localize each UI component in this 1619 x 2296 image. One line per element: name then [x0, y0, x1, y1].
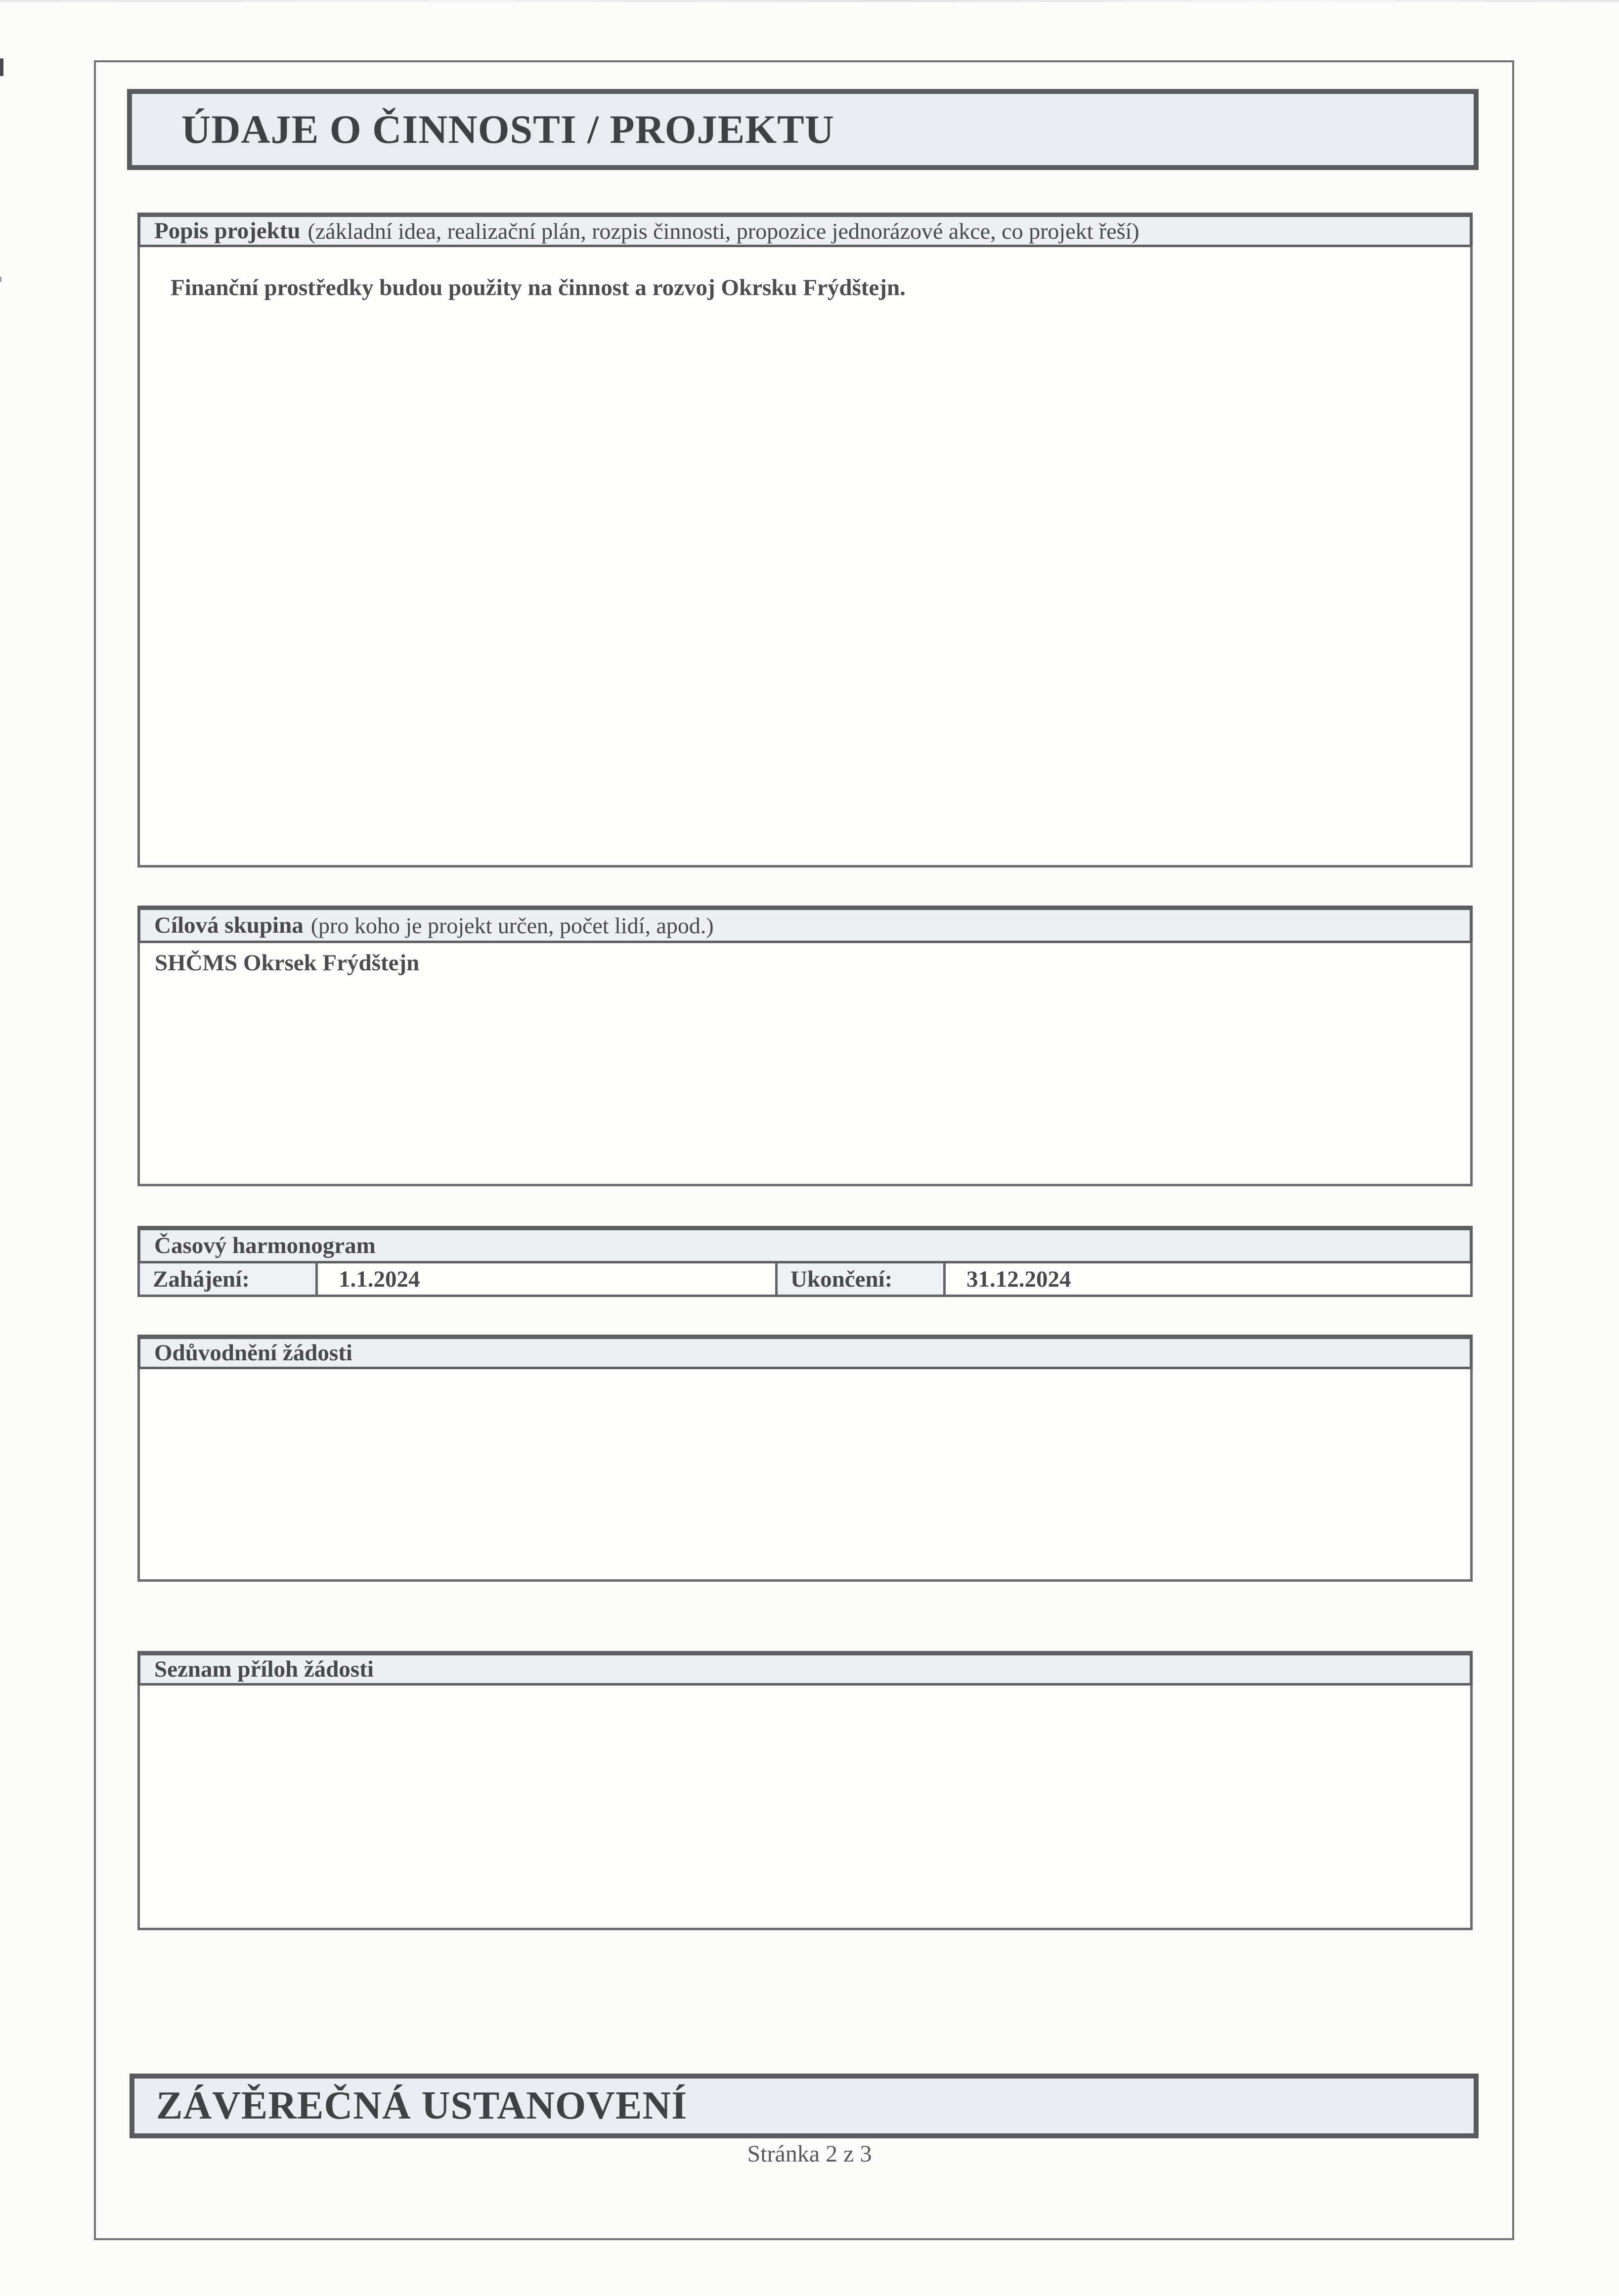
section-seznam-priloh: [137, 1651, 1473, 1930]
casovy-harmonogram-table-row: [137, 1263, 1473, 1297]
section-popis-projektu: [137, 213, 1473, 867]
popis-projektu-note: (základní idea, realizační plán, rozpis činnosti, propozice jednorázové akce, co projekt řeší): [307, 218, 1139, 244]
section-header-zaverecna-ustanoveni: [130, 2074, 1479, 2138]
zahajeni-label: Zahájení:: [153, 1266, 250, 1292]
seznam-priloh-label-row: [137, 1651, 1473, 1686]
popis-projektu-label-row: [137, 213, 1473, 247]
scan-left-edge-mark: [0, 58, 3, 76]
cilova-skupina-label: Cílová skupina: [154, 912, 304, 938]
oduvodneni-zadosti-label: Odůvodnění žádosti: [154, 1340, 352, 1366]
scan-left-edge-mark: [0, 277, 1, 282]
seznam-priloh-content-box: [137, 1686, 1473, 1930]
ukonceni-value: 31.12.2024: [966, 1266, 1071, 1292]
ukonceni-label: Ukončení:: [790, 1266, 893, 1292]
section-header-udaje-o-cinnosti: [127, 89, 1479, 170]
section-oduvodneni-zadosti: [137, 1335, 1473, 1582]
cilova-skupina-label-row: [137, 906, 1473, 943]
page-title: ÚDAJE O ČINNOSTI / PROJEKTU: [181, 107, 834, 152]
cilova-skupina-content-text: SHČMS Okrsek Frýdštejn: [155, 950, 420, 976]
oduvodneni-zadosti-label-row: [137, 1335, 1473, 1369]
section-casovy-harmonogram: [137, 1226, 1473, 1297]
page-number: Stránka 2 z 3: [747, 2141, 872, 2167]
scan-top-edge-artifact: [0, 0, 1619, 2]
zahajeni-label-cell: [140, 1263, 318, 1295]
popis-projektu-content-text: Finanční prostředky budou použity na činnost a rozvoj Okrsku Frýdštejn.: [171, 275, 906, 301]
ukonceni-value-cell: [946, 1263, 1470, 1295]
casovy-harmonogram-label-row: [137, 1226, 1473, 1263]
cilova-skupina-note: (pro koho je projekt určen, počet lidí, apod.): [310, 912, 714, 938]
casovy-harmonogram-label: Časový harmonogram: [154, 1233, 376, 1258]
ukonceni-label-cell: [778, 1263, 946, 1295]
zahajeni-value: 1.1.2024: [339, 1266, 420, 1292]
popis-projektu-content-box: [137, 247, 1473, 867]
popis-projektu-label: Popis projektu: [154, 218, 301, 244]
seznam-priloh-label: Seznam příloh žádosti: [154, 1656, 374, 1682]
section-cilova-skupina: [137, 906, 1473, 1186]
zahajeni-value-cell: [318, 1263, 778, 1295]
oduvodneni-zadosti-content-box: [137, 1369, 1473, 1582]
closing-title: ZÁVĚREČNÁ USTANOVENÍ: [156, 2084, 688, 2127]
cilova-skupina-content-box: [137, 943, 1473, 1186]
